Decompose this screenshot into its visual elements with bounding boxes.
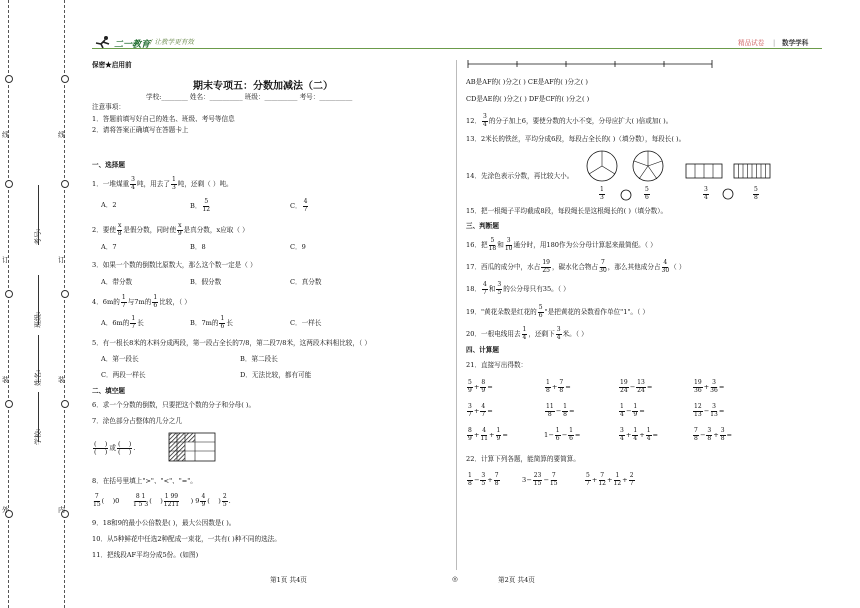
option-d[interactable]: D．无法比较，都有可能 <box>240 371 312 379</box>
notice-item: 1．答题前填写好自己的姓名、班级、考号等信息 <box>92 115 235 123</box>
question-9: 9．18和9的最小公倍数是( )，最大公因数是( )。 <box>92 519 236 527</box>
fraction: $\frac{5}{18}$ <box>488 237 497 252</box>
fraction: $\frac{7}{8}$ <box>694 427 698 442</box>
option-a[interactable]: A．7 <box>101 243 117 251</box>
option-suffix: 长 <box>137 319 144 327</box>
calc-item[interactable]: $\frac{5}{7}$ + $\frac{7}{12}$ + $\frac{1}{12}$ + $\frac{2}{7}$ <box>586 472 634 487</box>
q20-text: 米。（ ） <box>562 330 588 338</box>
section-heading: 一、选择题 <box>92 161 125 169</box>
binding-hole <box>61 400 69 408</box>
header-slogan: / 让教学更有效 <box>150 38 194 46</box>
fraction: $\frac{5}{6}$ <box>645 186 649 201</box>
fraction: $\frac{3}{4}$ <box>704 186 708 201</box>
binder-name-blank[interactable] <box>38 335 39 383</box>
outer-char: 外 <box>2 506 9 514</box>
fraction: $\frac{7}{8}$ <box>494 472 499 487</box>
calc-item[interactable]: 1− $\frac{1}{6}$ − $\frac{1}{6}$ = <box>544 427 581 442</box>
shaded-grid-figure <box>168 432 216 462</box>
fraction: $\frac{3}{4}$ <box>620 427 624 442</box>
fraction: $\frac{1}{8}$ <box>546 379 550 394</box>
binder-id-label: 考号: <box>34 228 42 245</box>
option-a[interactable] <box>101 316 144 330</box>
calc-item[interactable]: $\frac{7}{8}$ − $\frac{3}{8}$ + $\frac{3}{8}$ = <box>694 427 733 442</box>
outer-char: 装 <box>2 376 9 384</box>
question-20 <box>466 327 588 341</box>
fraction: $\frac{1}{6}$ <box>555 427 560 442</box>
header-logo <box>92 34 114 53</box>
fraction: $\frac{4}{7}$ <box>481 403 486 418</box>
q18-text: 和 <box>488 285 496 293</box>
option-label: B．7m的 <box>190 319 219 327</box>
question-15: 15．把一根绳子平均截成8段，每段绳长是这根绳长的( )（填分数）。 <box>466 207 668 215</box>
section-heading: 二、填空题 <box>92 387 125 395</box>
option-b[interactable]: B．假分数 <box>190 278 222 286</box>
fraction: $\frac{1}{9}$ <box>633 403 638 418</box>
q20-text: 20．一根电线用去 <box>466 330 521 338</box>
pie-fraction-a <box>598 187 606 201</box>
option-a[interactable]: A．2 <box>101 201 117 209</box>
fraction: $\frac{4}{9}$ <box>201 493 206 508</box>
binder-strip <box>0 0 80 608</box>
fraction: $\frac{3}{4}$ <box>482 113 487 128</box>
fraction: $\frac{5}{12}$ <box>202 198 211 213</box>
fraction: $\frac{1}{7}$ <box>131 315 136 330</box>
fraction: $\frac{5}{6}$ <box>538 304 543 319</box>
calc-item[interactable]: $\frac{19}{36}$ + $\frac{3}{36}$ = <box>694 379 725 394</box>
q2-text: 是假分数，同时使 <box>123 226 177 234</box>
fraction: $\frac{1}{3}$ <box>171 176 176 191</box>
section-heading: 三、判断题 <box>466 222 499 230</box>
fraction: $\frac{7}{8}$ <box>559 379 564 394</box>
binding-hole <box>5 290 13 298</box>
calc-item[interactable]: $\frac{19}{24}$ − $\frac{13}{24}$ = <box>620 379 653 394</box>
page-title: 期末专项五：分数加减法（二） <box>193 81 333 92</box>
binding-hole <box>5 180 13 188</box>
calc-item[interactable]: $\frac{11}{8}$ − $\frac{1}{8}$ = <box>546 403 575 418</box>
question-14: 14．先涂色表示分数，再比较大小。 <box>466 172 574 180</box>
student-info-line[interactable]: 学校:________ 姓名：__________ 班级：__________ 考号：__________ <box>146 93 353 101</box>
q4-text: 比较，（ ） <box>159 298 191 306</box>
binding-hole <box>61 75 69 83</box>
fraction: $\frac{1}{8}$ <box>468 472 472 487</box>
q19-text: 19．"黄花朵数是红花的 <box>466 308 537 316</box>
question-11: 11．把线段AF平均分成5份。(如图) <box>92 551 199 559</box>
calc-item[interactable]: $\frac{3}{4}$ + $\frac{1}{4}$ + $\frac{1}{4}$ = <box>620 427 659 442</box>
fraction: $\frac{2}{7}$ <box>629 472 634 487</box>
calc-item[interactable]: $\frac{8}{9}$ + $\frac{4}{11}$ + $\frac{1}{9}$ = <box>468 427 508 442</box>
q1-text: 吨，还剩（ ）吨。 <box>177 180 233 188</box>
calc-item[interactable]: $\frac{5}{9}$ + $\frac{8}{9}$ = <box>468 379 493 394</box>
bar-fraction-a <box>702 187 710 201</box>
calc-item[interactable]: $\frac{1}{8}$ + $\frac{7}{8}$ = <box>546 379 571 394</box>
q11-line-2[interactable]: CD是AE的( )分之( ) DF是CF的( )分之( ) <box>466 95 590 103</box>
q7-answer-blanks[interactable]: $\frac{( )}{( )}$ 或 $\frac{( )}{( )}$ . <box>94 440 136 456</box>
fraction: $\frac{3}{5}$ <box>481 472 486 487</box>
fraction: $\frac{1}{4}$ <box>633 427 638 442</box>
q19-text: "是把黄花的朵数看作单位"1"。（ ） <box>544 308 650 316</box>
q11-line-1[interactable]: AB是AF的( )分之( ) CE是AF的( )分之( ) <box>466 78 588 86</box>
q8-comparisons: $\frac{7}{15}$ ( )0 $\frac{8 1}{1 5 3}$ ( ) $\frac{1 99}{1211}$ ) 9 $\frac{4}{9}$ ( ) $\frac{2}{5}$ . <box>93 493 231 508</box>
page-footer: 第1页 共4页 <box>270 576 307 584</box>
question-1 <box>92 177 233 191</box>
fraction: $\frac{3}{8}$ <box>707 427 712 442</box>
fraction: $\frac{7}{30}$ <box>599 259 607 274</box>
option-c[interactable]: C．一样长 <box>290 319 322 327</box>
q1-text: 1．一堆煤重 <box>92 180 130 188</box>
fraction: $\frac{1}{3}$ <box>600 186 604 201</box>
q18-text: 18． <box>466 285 481 293</box>
fraction: $\frac{3}{13}$ <box>710 403 718 418</box>
fraction: $\frac{1 99}{1211}$ <box>163 493 180 508</box>
bar-fraction-b <box>752 187 760 201</box>
fraction: $\frac{13}{24}$ <box>637 379 645 394</box>
header-rule <box>92 48 822 49</box>
calc-item[interactable]: $\frac{1}{8}$ − $\frac{3}{5}$ + $\frac{7}{8}$ <box>468 472 499 487</box>
binding-hole <box>5 75 13 83</box>
binding-hole <box>61 180 69 188</box>
fraction-blank[interactable]: $\frac{( )}{( )}$ <box>94 440 108 456</box>
question-18 <box>466 282 570 296</box>
fraction: $\frac{19}{24}$ <box>620 379 628 394</box>
fraction: $\frac{1}{12}$ <box>613 472 622 487</box>
inner-char: 内 <box>58 506 65 514</box>
option-suffix: 长 <box>226 319 233 327</box>
q17-text: ，那么其他成分占 <box>607 263 661 271</box>
fraction: $\frac{3}{5}$ <box>497 281 502 296</box>
fraction: $\frac{4}{7}$ <box>482 281 487 296</box>
fraction: $\frac{x}{8}$ <box>117 222 122 237</box>
fraction: $\frac{3}{36}$ <box>710 379 718 394</box>
bar-figures <box>684 162 774 206</box>
header-separator: | <box>773 39 776 47</box>
question-4 <box>92 295 191 309</box>
q12-text: 的分子加上6，要使分数的大小不变，分母应扩大( )倍或加( )。 <box>488 117 673 125</box>
option-c[interactable]: C．9 <box>290 243 306 251</box>
binder-class-blank[interactable] <box>38 275 39 325</box>
q4-text: 4．6m的 <box>92 298 120 306</box>
header-right-label: 精品试卷 <box>738 39 765 47</box>
option-c[interactable]: C．真分数 <box>290 278 322 286</box>
calc-item[interactable]: $\frac{1}{4}$ − $\frac{1}{9}$ = <box>620 403 645 418</box>
fraction: $\frac{x}{9}$ <box>177 222 182 237</box>
q7-or: 或 <box>109 444 116 452</box>
calc-item[interactable]: $\frac{12}{13}$ − $\frac{3}{13}$ = <box>694 403 725 418</box>
question-2 <box>92 223 249 237</box>
question-7: 7．涂色部分占整体的几分之几 <box>92 417 182 425</box>
fraction: $\frac{8}{9}$ <box>468 427 472 442</box>
q17-text: （ ） <box>670 263 686 271</box>
binding-hole <box>5 400 13 408</box>
fraction-blank[interactable]: $\frac{( )}{( )}$ <box>117 440 132 456</box>
segment-af-ruler <box>466 56 716 70</box>
q16-text: 和 <box>497 241 504 249</box>
question-21: 21．直接写出得数： <box>466 361 528 369</box>
q16-text: 16．把 <box>466 241 488 249</box>
q12-text: 12． <box>466 117 481 125</box>
fraction: $\frac{1}{4}$ <box>646 427 651 442</box>
q2-text: 是真分数，x应取（ ） <box>183 226 249 234</box>
binder-id-blank[interactable] <box>38 185 39 245</box>
fraction: $\frac{1}{4}$ <box>522 326 527 341</box>
outer-char: 订 <box>2 256 9 264</box>
fraction: $\frac{23}{15}$ <box>533 472 542 487</box>
fraction: $\frac{1}{9}$ <box>496 427 501 442</box>
fraction: $\frac{7}{15}$ <box>549 472 558 487</box>
center-marker-icon: ◎ <box>452 575 458 583</box>
fraction: $\frac{3}{4}$ <box>131 176 135 191</box>
page-divider <box>456 60 457 570</box>
fraction: $\frac{19}{25}$ <box>542 259 550 274</box>
header-subject: 数学学科 <box>782 39 809 47</box>
fraction: $\frac{1}{6}$ <box>153 294 158 309</box>
fraction: $\frac{8}{9}$ <box>481 379 486 394</box>
question-3: 3．如果一个数的倒数比原数大，那么这个数一定是（ ） <box>92 261 257 269</box>
question-17 <box>466 260 685 274</box>
outer-char: 线 <box>2 131 9 139</box>
fraction: $\frac{1}{6}$ <box>569 427 573 442</box>
notice-title: 注意事项： <box>92 103 125 111</box>
fraction: $\frac{3}{10}$ <box>504 237 513 252</box>
calc-item[interactable]: $\frac{3}{7}$ + $\frac{4}{7}$ = <box>468 403 493 418</box>
inner-char: 装 <box>58 376 65 384</box>
fraction: $\frac{4}{30}$ <box>661 259 670 274</box>
q17-text: ，碳水化合物占 <box>551 263 599 271</box>
option-label: A．6m的 <box>101 319 130 327</box>
option-label: B． <box>190 202 202 210</box>
logo-text: 二一教育 <box>114 40 151 50</box>
q2-text: 2．要使 <box>92 226 116 234</box>
binder-name-label: 姓名: <box>34 369 42 386</box>
question-22: 22．计算下列各题，能简算的要简算。 <box>466 455 580 463</box>
option-c[interactable] <box>290 199 309 213</box>
notice-item: 2．请将答案正确填写在答题卡上 <box>92 126 189 134</box>
inner-char: 订 <box>58 256 65 264</box>
pie-fraction-b <box>643 187 651 201</box>
fraction: $\frac{3}{8}$ <box>720 427 725 442</box>
question-13: 13．2米长的铁丝，平均分成6段，每段占全长的( )（填分数），每段长( )。 <box>466 135 686 143</box>
option-a[interactable]: A．第一段长 <box>101 355 139 363</box>
question-6: 6．求一个分数的倒数，只要把这个数的分子和分母( )。 <box>92 401 256 409</box>
fraction: $\frac{3}{4}$ <box>556 326 561 341</box>
question-12 <box>466 114 672 128</box>
option-b[interactable]: B．第二段长 <box>240 355 278 363</box>
fraction: $\frac{12}{13}$ <box>694 403 702 418</box>
option-b[interactable] <box>190 199 211 213</box>
q4-text: 与7m的 <box>127 298 152 306</box>
fraction: $\frac{2}{5}$ <box>222 493 227 508</box>
fraction: $\frac{3}{7}$ <box>468 403 472 418</box>
section-heading: 四、计算题 <box>466 346 499 354</box>
option-b[interactable] <box>190 316 233 330</box>
fraction: $\frac{4}{7}$ <box>303 198 308 213</box>
slogan-text: 让教学更有效 <box>154 38 194 46</box>
q16-text: 通分时，用180作为公分母计算起来最简便。（ ） <box>513 241 657 249</box>
fraction: $\frac{5}{7}$ <box>586 472 590 487</box>
option-a[interactable]: A．带分数 <box>101 278 133 286</box>
fraction: $\frac{11}{8}$ <box>546 403 554 418</box>
page-footer: 第2页 共4页 <box>498 576 535 584</box>
confidential-mark: 保密★启用前 <box>92 61 132 69</box>
fraction: $\frac{1}{6}$ <box>220 315 225 330</box>
fraction: $\frac{1}{4}$ <box>620 403 624 418</box>
option-label: C． <box>290 202 302 210</box>
fraction: $\frac{7}{15}$ <box>93 493 101 508</box>
fraction: $\frac{5}{8}$ <box>754 186 758 201</box>
option-b[interactable]: B．8 <box>190 243 206 251</box>
question-10: 10．从5种鲜花中任选2种配成一束花，一共有( )种不同的选法。 <box>92 535 281 543</box>
binder-class-label: 班级: <box>34 311 42 328</box>
question-5: 5．有一根长8米的木料分成两段，第一段占全长的7/8，第二段7/8米，这两段木料相比较，（ ） <box>92 339 371 347</box>
fraction: $\frac{7}{12}$ <box>598 472 606 487</box>
question-16 <box>466 238 657 252</box>
question-19 <box>466 305 649 319</box>
binder-school-label: 学校: <box>34 428 42 445</box>
fraction: $\frac{5}{9}$ <box>468 379 472 394</box>
fraction: $\frac{1}{7}$ <box>121 294 126 309</box>
q18-text: 的公分母只有35。（ ） <box>503 285 570 293</box>
q1-text: 吨，用去了 <box>137 180 170 188</box>
q17-text: 17．西瓜的成分中，水占 <box>466 263 541 271</box>
fraction: $\frac{19}{36}$ <box>694 379 702 394</box>
q20-text: ，还剩下 <box>528 330 555 338</box>
fraction: $\frac{1}{8}$ <box>563 403 567 418</box>
binding-hole <box>61 290 69 298</box>
calc-item[interactable]: 3− $\frac{23}{15}$ − $\frac{7}{15}$ <box>522 472 558 487</box>
fraction: $\frac{8 1}{1 5 3}$ <box>132 493 149 508</box>
inner-char: 线 <box>58 131 65 139</box>
question-8: 8．在括号里填上">"、"<"、"="。 <box>92 477 197 485</box>
option-c[interactable]: C．两段一样长 <box>101 371 146 379</box>
binder-school-blank[interactable] <box>38 392 39 442</box>
fraction: $\frac{4}{11}$ <box>480 427 488 442</box>
logo-runner-icon <box>92 35 114 49</box>
